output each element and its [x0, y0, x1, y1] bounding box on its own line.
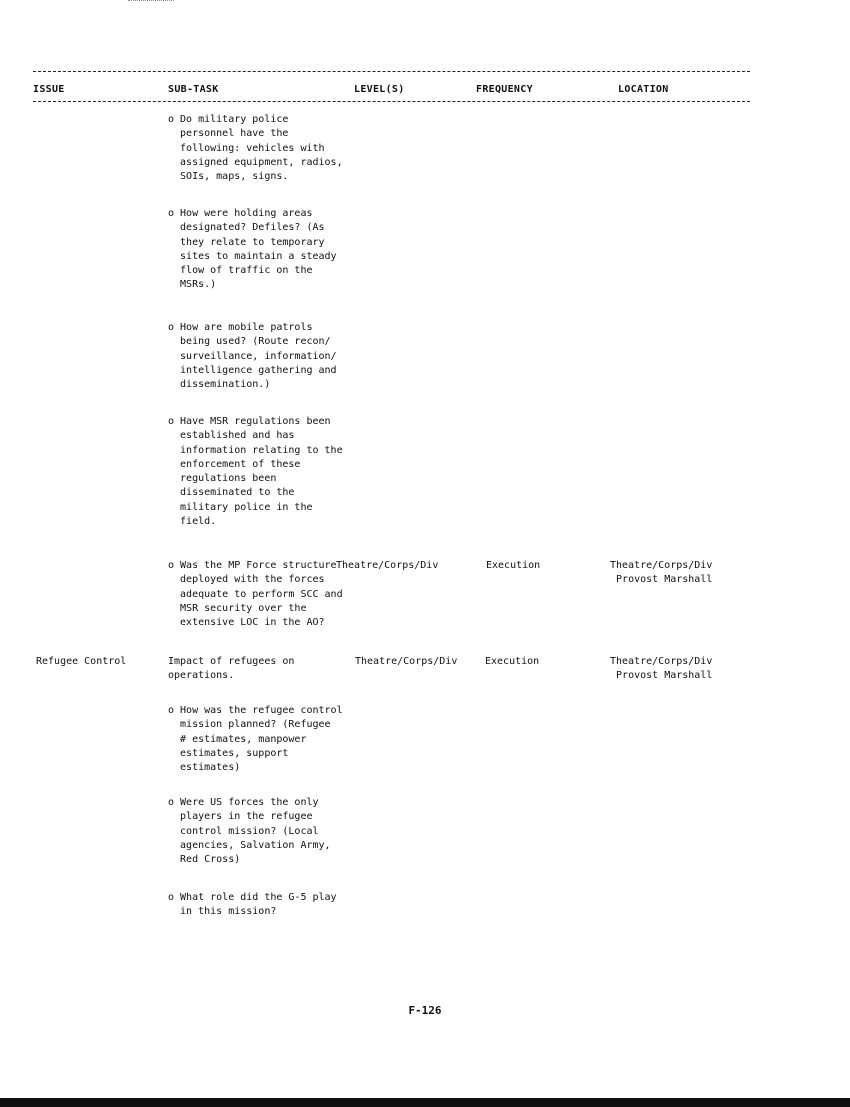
- subtask-cell: Impact of refugees on operations.: [168, 656, 295, 682]
- levels-cell: Theatre/Corps/Div: [355, 656, 458, 667]
- header-bottom-rule: [33, 101, 750, 102]
- subtask-cell: o Do military police personnel have the following: vehicles with assigned equipment, radios, SOIs, maps, signs.: [168, 114, 343, 183]
- column-header-subtask: SUB-TASK: [168, 84, 219, 95]
- subtask-cell: o How was the refugee control mission planned? (Refugee # estimates, manpower estimates, support estimates): [168, 705, 343, 774]
- scan-bottom-edge: [0, 1098, 850, 1107]
- scan-mark: [128, 0, 174, 3]
- subtask-cell: o How were holding areas designated? Defiles? (As they relate to temporary sites to maintain a steady flow of traffic on the MSRs.): [168, 208, 337, 291]
- subtask-cell: o Have MSR regulations been established and has information relating to the enforcement of these regulations been disseminated to the military police in the field.: [168, 416, 343, 528]
- column-header-frequency: FREQUENCY: [476, 84, 533, 95]
- column-header-issue: ISSUE: [33, 84, 65, 95]
- frequency-cell: Execution: [485, 656, 540, 667]
- subtask-cell: o How are mobile patrols being used? (Route recon/ surveillance, information/ intelligence gathering and dissemination.): [168, 322, 337, 391]
- page-number: F-126: [408, 1004, 442, 1017]
- levels-cell: Theatre/Corps/Div: [336, 560, 439, 571]
- location-cell: Theatre/Corps/Div Provost Marshall: [610, 560, 713, 586]
- subtask-cell: o What role did the G-5 play in this mission?: [168, 892, 337, 918]
- subtask-cell: o Were US forces the only players in the refugee control mission? (Local agencies, Salvation Army, Red Cross): [168, 797, 331, 866]
- location-cell: Theatre/Corps/Div Provost Marshall: [610, 656, 713, 682]
- column-header-location: LOCATION: [618, 84, 669, 95]
- column-header-levels: LEVEL(S): [354, 84, 405, 95]
- issue-cell: Refugee Control: [36, 656, 127, 667]
- header-top-rule: [33, 71, 750, 72]
- frequency-cell: Execution: [486, 560, 541, 571]
- subtask-cell: o Was the MP Force structure deployed with the forces adequate to perform SCC and MSR security over the extensive LOC in the AO?: [168, 560, 343, 629]
